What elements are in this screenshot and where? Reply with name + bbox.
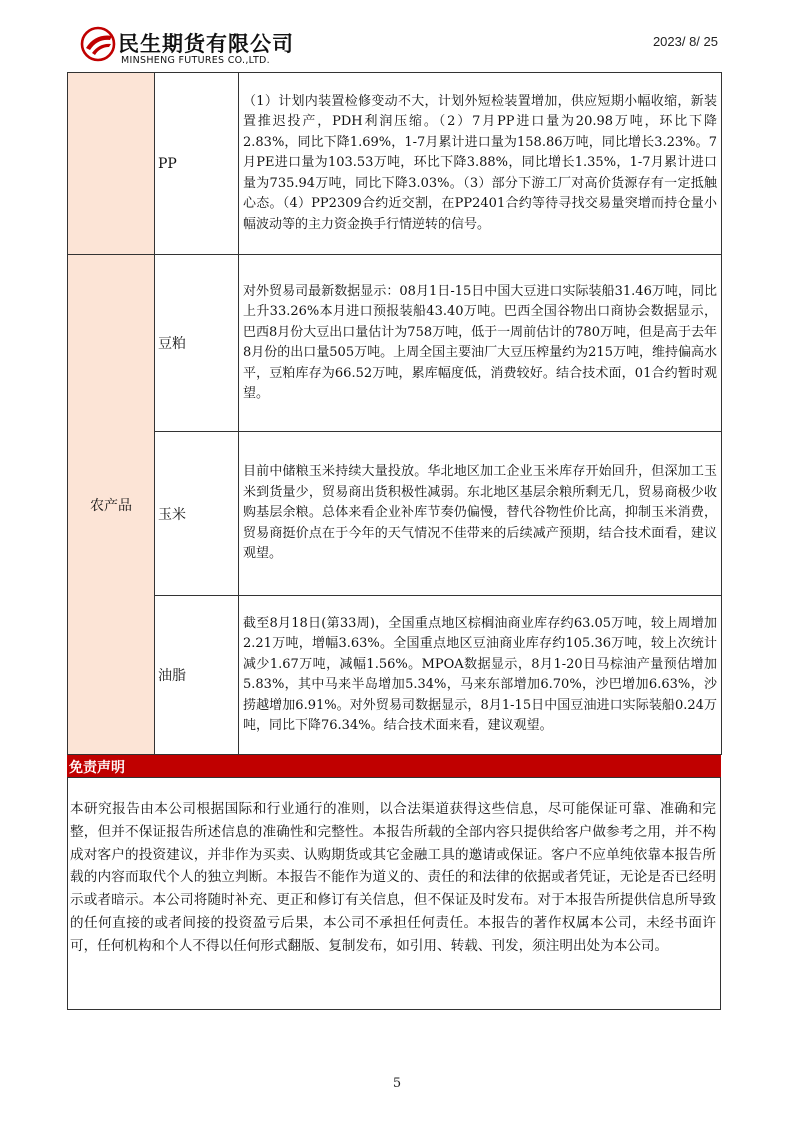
category-cell-blank xyxy=(68,73,155,255)
category-cell: 农产品 xyxy=(68,255,155,755)
disclaimer-text: 本研究报告由本公司根据国际和行业通行的准则，以合法渠道获得这些信息，尽可能保证可靠、准确和完整，但并不保证报告所述信息的准确性和完整性。本报告所载的全部内容只提供给客户做参考之用，并不构成对客户的投资建议，并非作为买卖、认购期货或其它金融工具的邀请或保证。客户不应单纯依靠本报告所载的内容而取代个人的独立判断。本报告不能作为道义的、责任的和法律的依据或者凭证，无论是否已经明示或者暗示。本公司将随时补充、更正和修订有关信息，但不保证及时发布。对于本报告所提供信息所导致的任何直接的或者间接的投资盈亏后果，本公司不承担任何责任。本报告的著作权属本公司，未经书面许可，任何机构和个人不得以任何形式翻版、复制发布，如引用、转载、刊发，须注明出处为本公司。 xyxy=(70,801,716,954)
report-date: 2023/ 8/ 25 xyxy=(652,34,718,49)
item-name: 豆粕 xyxy=(155,255,239,432)
table-row-corn xyxy=(68,432,722,596)
page-number: 5 xyxy=(392,1076,402,1091)
minsheng-logo-icon xyxy=(80,26,116,62)
item-commentary: 对外贸易司最新数据显示：08月1日-15日中国大豆进口实际装船31.46万吨，同比上升33.26%本月进口预报装船43.40万吨。巴西全国谷物出口商协会数据显示，巴西8月份大豆出口量估计为758万吨，低于一周前估计的780万吨，但是高于去年8月份的出口量505万吨。上周全国主要油厂大豆压榨量约为215万吨，维持偏高水平，豆粕库存为66.52万吨，累库幅度低，消费较好。结合技术面，01合约暂时观望。 xyxy=(239,255,722,432)
table-row-soymeal xyxy=(68,255,722,432)
disclaimer-header xyxy=(67,754,721,778)
table-row-oils xyxy=(68,596,722,755)
commodity-table xyxy=(67,72,722,755)
disclaimer-box xyxy=(67,777,721,1010)
item-commentary: 截至8月18日(第33周)，全国重点地区棕榈油商业库存约63.05万吨，较上周增加2.21万吨，增幅3.63%。全国重点地区豆油商业库存约105.36万吨，较上次统计减少1.67万吨，减幅1.56%。MPOA数据显示，8月1-20日马棕油产量预估增加5.83%，其中马来半岛增加5.34%，马来东部增加6.70%，沙巴增加6.63%，沙捞越增加6.91%。对外贸易司数据显示，8月1-15日中国豆油进口实际装船0.24万吨，同比下降76.34%。结合技术面来看，建议观望。 xyxy=(239,596,722,755)
item-name: PP xyxy=(155,73,239,255)
item-commentary: （1）计划内装置检修变动不大，计划外短检装置增加，供应短期小幅收缩，新装置推迟投产，PDH利润压缩。（2）7月PP进口量为20.98万吨，环比下降2.83%，同比下降1.69%，1-7月累计进口量为158.86万吨，同比增长3.23%。7月PE进口量为103.53万吨，环比下降3.88%，同比增长1.35%，1-7月累计进口量为735.94万吨，同比下降3.03%。（3）部分下游工厂对高价货源存有一定抵触心态。（4）PP2309合约近交割，在PP2401合约等待寻找交易量突增而持仓量小幅波动等的主力资金换手行情逆转的信号。 xyxy=(239,73,722,255)
disclaimer-title: 免责声明 xyxy=(69,760,125,776)
item-name: 玉米 xyxy=(155,432,239,596)
company-name-en: MINSHENG FUTURES CO.,LTD. xyxy=(121,55,270,66)
item-commentary: 目前中储粮玉米持续大量投放。华北地区加工企业玉米库存开始回升，但深加工玉米到货量少，贸易商出货积极性减弱。东北地区基层余粮所剩无几，贸易商极少收购基层余粮。总体来看企业补库节奏仍偏慢，替代谷物性价比高，抑制玉米消费，贸易商挺价点在于今年的天气情况不佳带来的后续减产预期，结合技术面看，建议观望。 xyxy=(239,432,722,596)
table-row-pp xyxy=(68,73,722,255)
company-name-cn: 民生期货有限公司 xyxy=(118,32,294,56)
page-header xyxy=(0,0,794,74)
item-name: 油脂 xyxy=(155,596,239,755)
